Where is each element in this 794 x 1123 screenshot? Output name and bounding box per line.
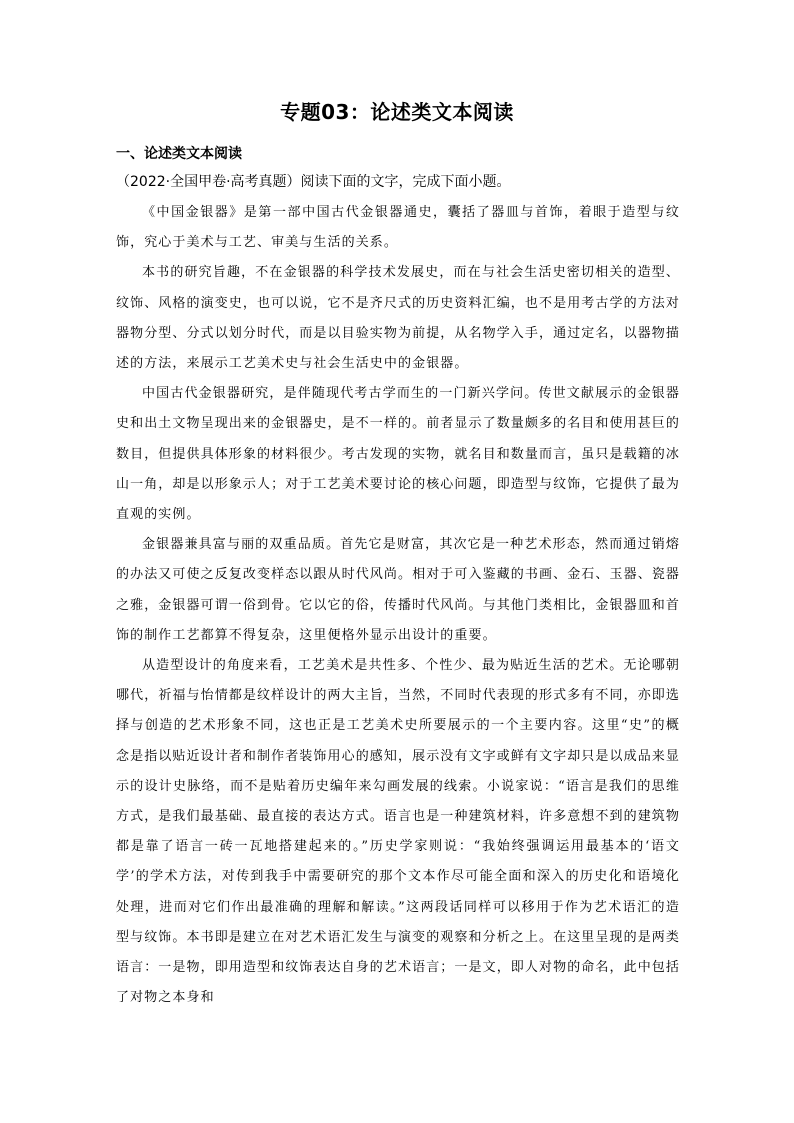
paragraph: 《中国金银器》是第一部中国古代金银器通史，囊括了器皿与首饰，着眼于造型与纹饰，究心于美术与工艺、审美与生活的关系。 <box>116 205 680 251</box>
page-title: 专题03：论述类文本阅读 <box>280 100 514 124</box>
section-heading: 一、论述类文本阅读 <box>116 146 242 162</box>
article-body <box>116 198 680 1013</box>
source-line: （2022·全国甲卷·高考真题）阅读下面的文字，完成下面小题。 <box>116 174 511 190</box>
paragraph: 从造型设计的角度来看，工艺美术是共性多、个性少、最为贴近生活的艺术。无论哪朝哪代，祈福与怡情都是纹样设计的两大主旨，当然，不同时代表现的形式多有不同，亦即选择与创造的艺术形象不同，这也正是工艺美术史所要展示的一个主要内容。这里“史”的概念是指以贴近设计者和制作者装饰用心的感知，展示没有文字或鲜有文字却只是以成品来显示的设计史脉络，而不是贴着历史编年来勾画发展的线索。小说家说：“语言是我们的思维方式，是我们最基础、最直接的表达方式。语言也是一种建筑材料，许多意想不到的建筑物都是靠了语言一砖一瓦地搭建起来的。”历史学家则说：“我始终强调运用最基本的‘语文学’的学术方法，对传到我手中需要研究的那个文本作尽可能全面和深入的历史化和语境化处理，进而对它们作出最准确的理解和解读。”这两段话同样可以移用于作为艺术语汇的造型与纹饰。本书即是建立在对艺术语汇发生与演变的观察和分析之上。在这里呈现的是两类语言：一是物，即用造型和纹饰表达自身的艺术语言；一是文，即人对物的命名，此中包括了对物之本身和 <box>116 658 681 1006</box>
paragraph: 金银器兼具富与丽的双重品质。首先它是财富，其次它是一种艺术形态，然而通过销熔的办法又可使之反复改变样态以跟从时代风尚。相对于可入鉴藏的书画、金石、玉器、瓷器之雅，金银器可谓一俗到骨。它以它的俗，传播时代风尚。与其他门类相比，金银器皿和首饰的制作工艺都算不得复杂，这里便格外显示出设计的重要。 <box>116 537 681 643</box>
paragraph: 本书的研究旨趣，不在金银器的科学技术发展史，而在与社会生活史密切相关的造型、纹饰、风格的演变史，也可以说，它不是齐尺式的历史资料汇编，也不是用考古学的方法对器物分型、分式以划分时代，而是以目验实物为前提，从名物学入手，通过定名，以器物描述的方法，来展示工艺美术史与社会生活史中的金银器。 <box>116 265 681 372</box>
paragraph: 中国古代金银器研究，是伴随现代考古学而生的一门新兴学问。传世文献展示的金银器史和出土文物呈现出来的金银器史，是不一样的。前者显示了数量颇多的名目和使用甚巨的数目，但提供具体形象的材料很少。考古发现的实物，就名目和数量而言，虽只是载籍的冰山一角，却是以形象示人；对于工艺美术要讨论的核心问题，即造型与纹饰，它提供了最为直观的实例。 <box>116 386 681 523</box>
